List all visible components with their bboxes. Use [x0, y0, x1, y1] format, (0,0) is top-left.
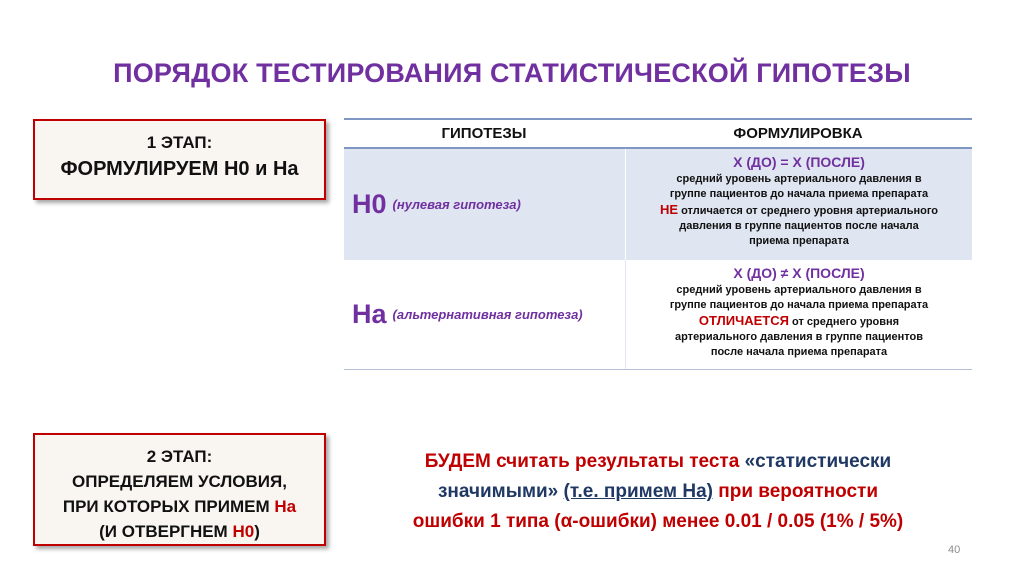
ha-text-line5: после начала приема препарата [710, 346, 888, 358]
stage2-line3-close: ) [254, 522, 260, 541]
stage1-box [33, 119, 326, 200]
h0-text-line2: группе пациентов до начала приема препарата [669, 188, 929, 200]
statement-line1 [348, 447, 968, 477]
slide-title: ПОРЯДОК ТЕСТИРОВАНИЯ СТАТИСТИЧЕСКОЙ ГИПОТЕЗЫ [113, 58, 911, 88]
stage2-line1: ОПРЕДЕЛЯЕМ УСЛОВИЯ, [72, 472, 287, 491]
stage2-heading: 2 ЭТАП: [146, 447, 213, 466]
h0-formulation [625, 149, 972, 260]
ha-text-line1: средний уровень артериального давления в [676, 284, 922, 296]
page-number: 40 [948, 544, 961, 556]
ha-cell [344, 260, 625, 369]
ha-desc: (альтернативная гипотеза) [392, 307, 583, 322]
ha-text-line3-rest: от среднего уровня [788, 316, 900, 328]
h0-cell [344, 149, 625, 260]
stage2-line2-text: ПРИ КОТОРЫХ ПРИМЕМ [62, 497, 275, 516]
h0-emphasis: НЕ [659, 202, 679, 217]
stage1-heading: 1 ЭТАП: [146, 133, 213, 152]
table-header [344, 118, 972, 149]
statement-accept-ha: (т.е. примем На) [563, 481, 713, 502]
hypotheses-table [344, 118, 972, 370]
ha-name: На [352, 299, 387, 329]
stage1-text: ФОРМУЛИРУЕМ Н0 и На [60, 158, 299, 180]
stage2-ha-mark: На [274, 497, 297, 516]
table-row-h0 [344, 149, 972, 260]
ha-text-line3 [626, 313, 972, 330]
statement-probability: при вероятности [712, 481, 879, 502]
header-hypotheses: ГИПОТЕЗЫ [441, 125, 527, 142]
significance-statement [348, 447, 968, 537]
ha-text-line4: артериального давления в группе пациентов [674, 331, 923, 343]
ha-formulation [625, 260, 972, 369]
statement-part1: БУДЕМ считать результаты теста [424, 451, 745, 472]
header-formulation: ФОРМУЛИРОВКА [733, 125, 863, 142]
ha-emphasis: ОТЛИЧАЕТСЯ [698, 313, 789, 328]
statement-line2 [348, 477, 968, 507]
ha-formula: X (ДО) ≠ X (ПОСЛЕ) [733, 265, 865, 281]
statement-line3: ошибки 1 типа (α-ошибки) менее 0.01 / 0.05 (1% / 5%) [412, 511, 904, 532]
statement-significant-close: значимыми» [437, 481, 559, 502]
h0-formula: X (ДО) = X (ПОСЛЕ) [733, 154, 865, 170]
ha-text-line2: группе пациентов до начала приема препарата [669, 299, 929, 311]
h0-text-line4: давления в группе пациентов после начала [679, 220, 919, 232]
h0-text-line1: средний уровень артериального давления в [676, 173, 922, 185]
stage2-line2 [35, 494, 324, 519]
statement-significant-open: «статистически [744, 451, 892, 472]
h0-text-line3 [626, 202, 972, 219]
stage2-box [33, 433, 326, 546]
h0-text-line3-rest: отличается от среднего уровня артериального [678, 205, 939, 217]
table-row-ha [344, 260, 972, 370]
h0-text-line5: приема препарата [749, 235, 849, 247]
h0-name: Н0 [352, 189, 387, 219]
stage2-line3-text: (И ОТВЕРГНЕМ [99, 522, 233, 541]
stage2-line3 [35, 519, 324, 544]
h0-desc: (нулевая гипотеза) [392, 197, 521, 212]
stage2-h0-mark: Н0 [232, 522, 255, 541]
